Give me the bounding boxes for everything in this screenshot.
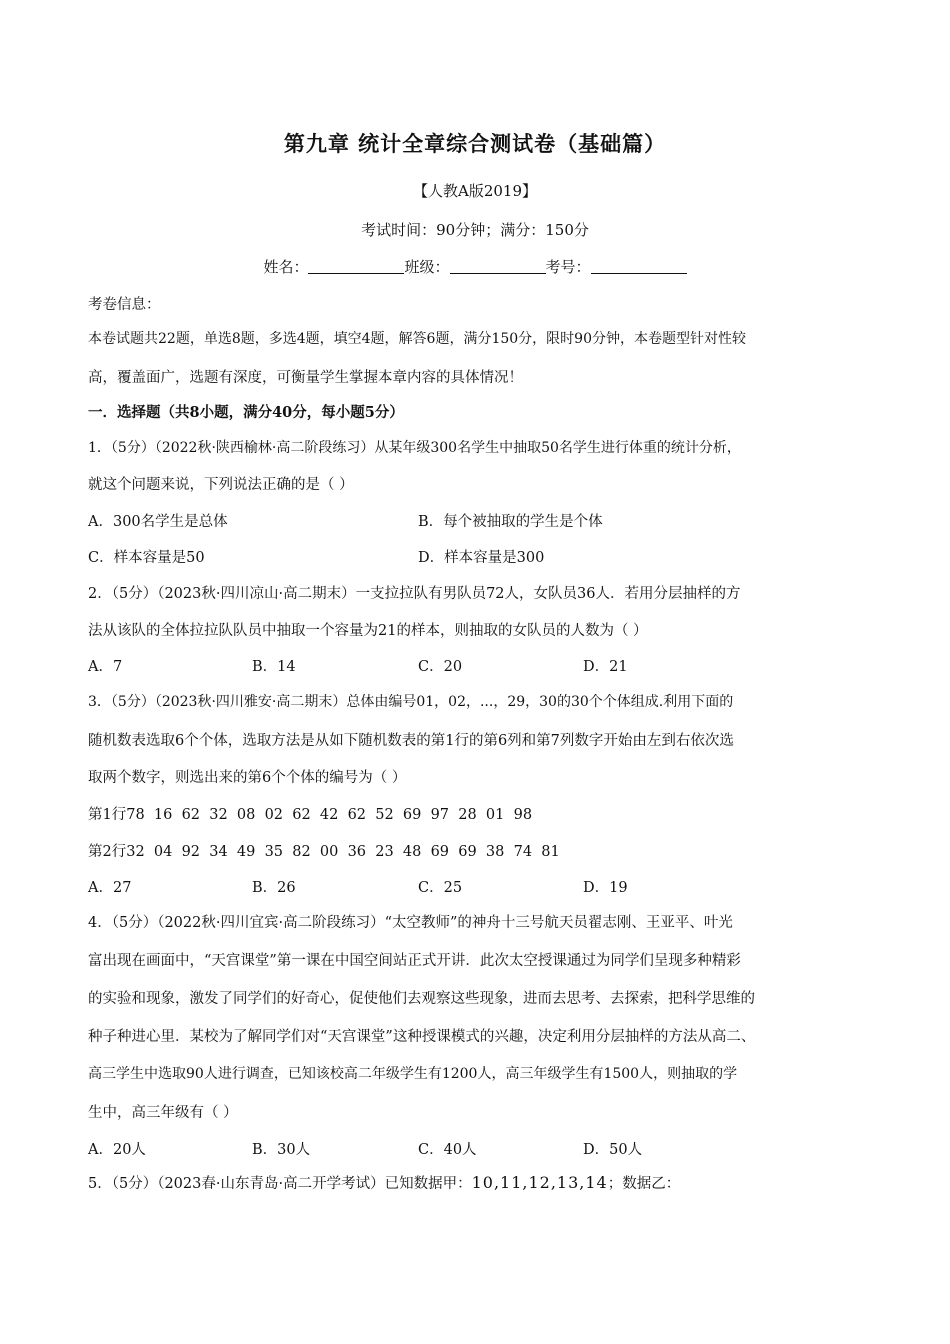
q2-line-2: 法从该队的全体拉拉队队员中抽取一个容量为21的样本，则抽取的女队员的人数为（ ）	[88, 623, 648, 639]
student-info-row	[0, 256, 950, 277]
q4-option-b[interactable]: B．30人	[252, 1142, 311, 1158]
q5-data-a: 10,11,12,13,14	[471, 1173, 608, 1192]
q4-line-1: 4．（5分）（2022秋·四川宜宾·高二阶段练习）“太空教师”的神舟十三号航天员翟志刚、王亚平、叶光	[88, 915, 733, 931]
q4-option-a[interactable]: A．20人	[88, 1142, 146, 1158]
class-blank[interactable]	[450, 259, 546, 274]
q3-line-3: 取两个数字，则选出来的第6个个体的编号为（ ）	[88, 770, 407, 786]
name-blank[interactable]	[308, 259, 404, 274]
info-heading: 考卷信息：	[88, 297, 161, 313]
id-blank[interactable]	[591, 259, 687, 274]
q4-option-d[interactable]: D．50人	[583, 1142, 643, 1158]
class-label: 班级：	[404, 258, 450, 276]
q2-option-c[interactable]: C．20	[418, 659, 463, 675]
q3-option-a[interactable]: A．27	[88, 880, 132, 896]
random-table-row-1: 第1行78 16 62 32 08 02 62 42 62 52 69 97 28 01 98	[88, 807, 533, 823]
q1-line-2: 就这个问题来说，下列说法正确的是（ ）	[88, 477, 354, 493]
q4-line-4: 种子种进心里．某校为了解同学们对“天宫课堂”这种授课模式的兴趣，决定利用分层抽样的方法从高二、	[88, 1029, 756, 1045]
q2-option-a[interactable]: A．7	[88, 659, 123, 675]
q3-option-c[interactable]: C．25	[418, 880, 463, 896]
q3-line-1: 3．（5分）（2023秋·四川雅安·高二期末）总体由编号01，02，...，29，30的30个个体组成.利用下面的	[88, 694, 734, 710]
q3-line-2: 随机数表选取6个个体，选取方法是从如下随机数表的第1行的第6列和第7列数字开始由左到右依次选	[88, 733, 734, 749]
q1-option-c[interactable]: C．样本容量是50	[88, 550, 205, 566]
q1-line-1: 1．（5分）（2022秋·陕西榆林·高二阶段练习）从某年级300名学生中抽取50名学生进行体重的统计分析，	[88, 440, 741, 456]
name-label: 姓名：	[263, 258, 309, 276]
q5-suffix: ；数据乙：	[607, 1176, 681, 1192]
q4-line-6: 生中，高三年级有（ ）	[88, 1105, 238, 1121]
id-label: 考号：	[545, 258, 591, 276]
q4-line-3: 的实验和现象，激发了同学们的好奇心，促使他们去观察这些现象，进而去思考、去探索，把科学思维的	[88, 991, 755, 1007]
q4-option-c[interactable]: C．40人	[418, 1142, 477, 1158]
q1-option-d[interactable]: D．样本容量是300	[418, 550, 545, 566]
edition-label: 【人教A版2019】	[412, 182, 537, 200]
q5-prefix: 5．（5分）（2023春·山东青岛·高二开学考试）已知数据甲：	[88, 1176, 472, 1192]
q4-line-2: 富出现在画面中，“天宫课堂”第一课在中国空间站正式开讲．此次太空授课通过为同学们呈现多种精彩	[88, 953, 741, 969]
q3-option-d[interactable]: D．19	[583, 880, 628, 896]
q3-option-b[interactable]: B．26	[252, 880, 296, 896]
q2-option-b[interactable]: B．14	[252, 659, 296, 675]
random-table-row-2: 第2行32 04 92 34 49 35 82 00 36 23 48 69 69 38 74 81	[88, 844, 560, 860]
q5-line-1	[88, 1172, 680, 1193]
page-title: 第九章 统计全章综合测试卷（基础篇）	[283, 132, 667, 156]
exam-info: 考试时间：90分钟；满分：150分	[361, 221, 589, 239]
q1-option-b[interactable]: B．每个被抽取的学生是个体	[418, 514, 603, 530]
q2-line-1: 2．（5分）（2023秋·四川凉山·高二期末）一支拉拉队有男队员72人，女队员36人．若用分层抽样的方	[88, 586, 741, 602]
info-line-2: 高，覆盖面广，选题有深度，可衡量学生掌握本章内容的具体情况！	[88, 370, 523, 386]
q2-option-d[interactable]: D．21	[583, 659, 628, 675]
info-line-1: 本卷试题共22题，单选8题，多选4题，填空4题，解答6题，满分150分，限时90分钟，本卷题型针对性较	[88, 331, 746, 347]
section-heading: 一．选择题（共8小题，满分40分，每小题5分）	[88, 404, 404, 421]
q1-option-a[interactable]: A．300名学生是总体	[88, 514, 228, 530]
q4-line-5: 高三学生中选取90人进行调查，已知该校高二年级学生有1200人，高三年级学生有1500人，则抽取的学	[88, 1066, 738, 1082]
